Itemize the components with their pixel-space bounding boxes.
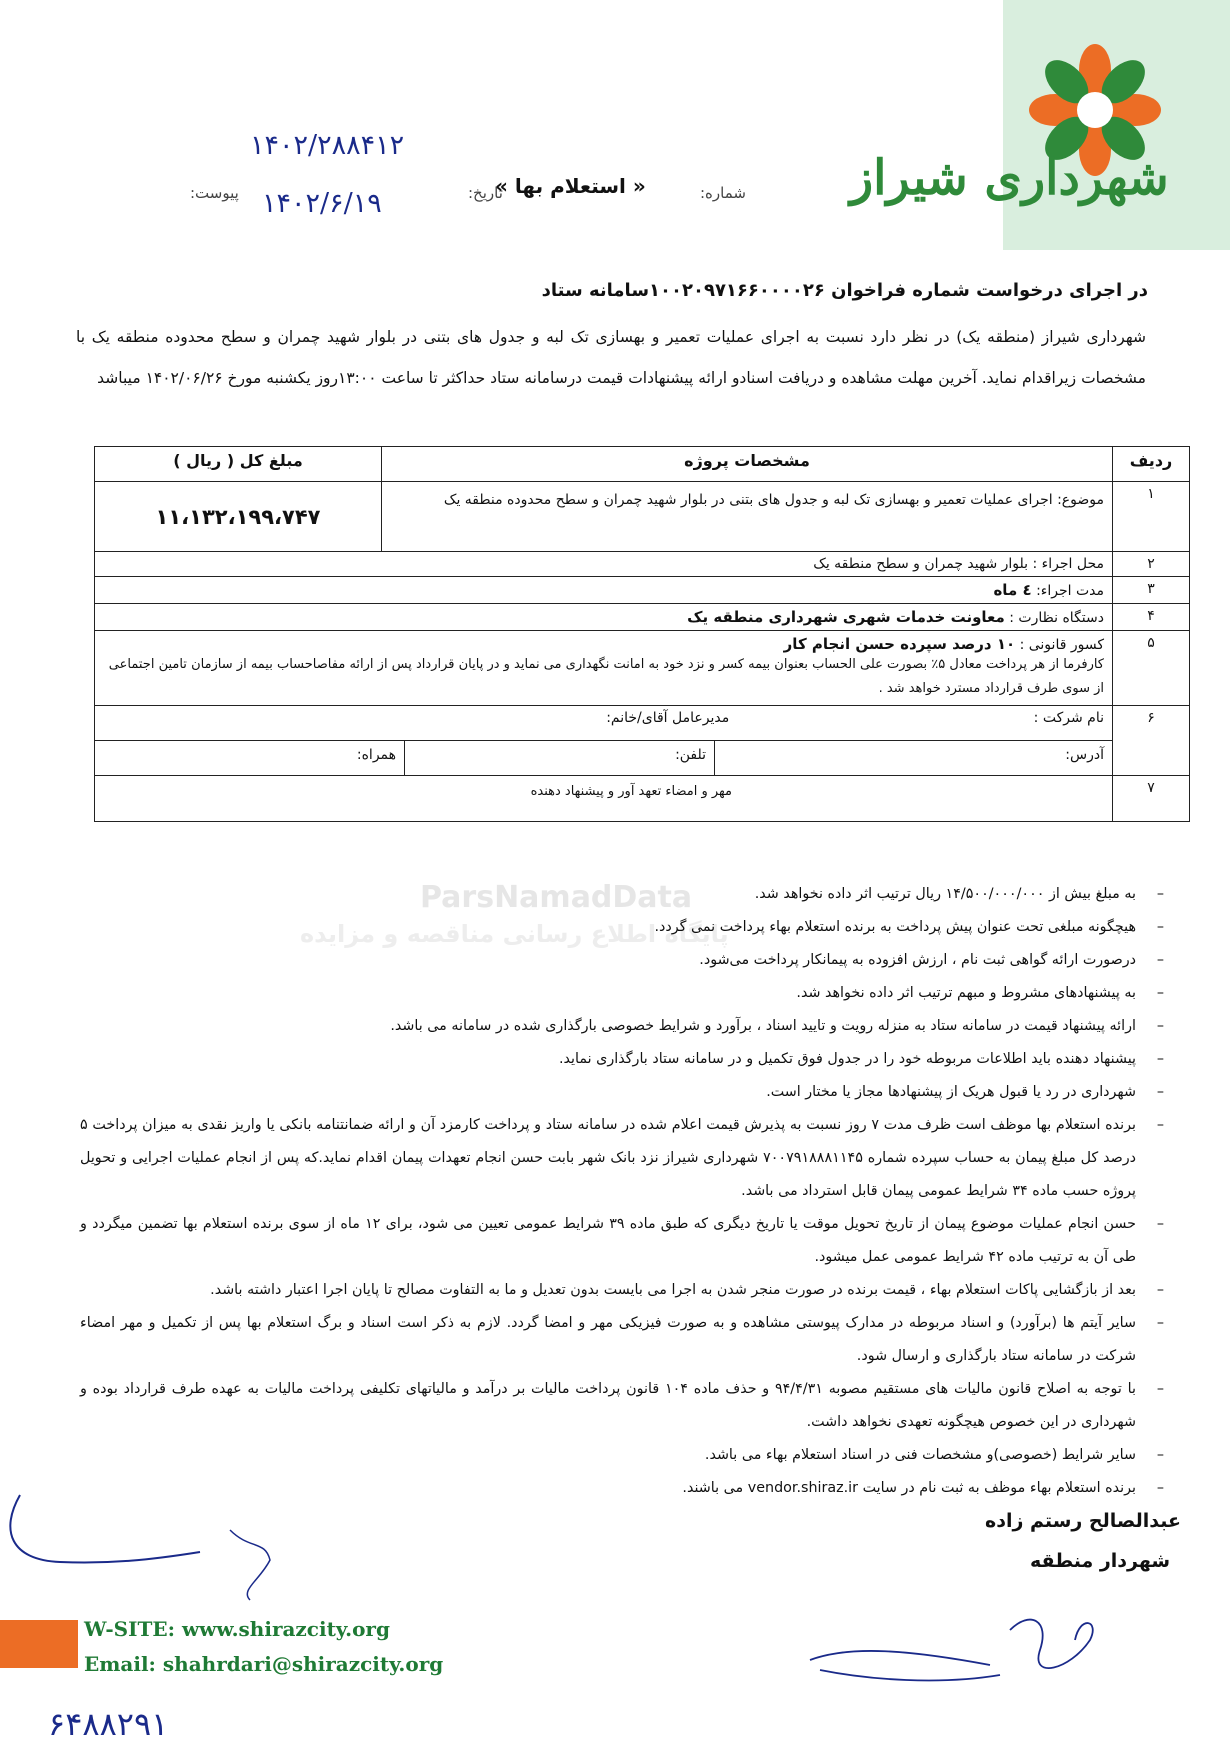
list-item: – برنده استعلام بهاء موظف به ثبت نام در سایت vendor.shiraz.ir می باشند. — [80, 1472, 1170, 1505]
row-deductions — [95, 631, 1113, 706]
row-location: محل اجراء : بلوار شهید چمران و سطح منطقه یک — [95, 552, 1113, 577]
deductions-value: ۱۰ درصد سپرده حسن انجام کار — [783, 635, 1016, 653]
table-row — [95, 631, 1190, 706]
row-number: ۳ — [1113, 577, 1190, 604]
list-item: – حسن انجام عملیات موضوع پیمان از تاریخ تحویل موقت یا تاریخ دیگری که طبق ماده ۳۹ شرایط عمومی تعیین می شود، برای ۱۲ ماه از سوی برنده استعلام بها تضمین میگردد و طی آن به ترتیب ماده ۴۲ شرایط عمومی عمل میشود. — [80, 1208, 1170, 1274]
list-item: – شهرداری در رد یا قبول هریک از پیشنهادها مجاز یا مختار است. — [80, 1076, 1170, 1109]
signatory-title: شهردار منطقه — [1030, 1550, 1171, 1572]
row-subject: موضوع: اجرای عملیات تعمیر و بهسازی تک لبه و جدول های بتنی در بلوار شهید چمران و سطح محدوده منطقه یک — [382, 482, 1113, 552]
supervision-value: معاونت خدمات شهری شهرداری منطقه یک — [687, 608, 1005, 626]
address-field: آدرس: — [714, 741, 1112, 775]
list-item: – بعد از بازگشایی پاکات استعلام بهاء ، قیمت برنده در صورت منجر شدن به اجرا می بایست بدون تعدیل و ما به التفاوت مصالح تا پایان اجرا اعتبار داشته باشد. — [80, 1274, 1170, 1307]
row-contact-fields — [95, 741, 1113, 776]
manager-label: مدیرعامل آقای/خانم: — [606, 710, 730, 726]
table-row — [95, 604, 1190, 631]
list-item: – سایر شرایط (خصوصی)و مشخصات فنی در اسناد استعلام بهاء می باشد. — [80, 1439, 1170, 1472]
header-row-number: ردیف — [1113, 447, 1190, 482]
header-spec: مشخصات پروژه — [382, 447, 1113, 482]
total-amount: ۱۱،۱۳۲،۱۹۹،۷۴۷ — [95, 482, 382, 552]
email-text: Email: shahrdari@shirazcity.org — [84, 1652, 444, 1676]
row-seal: مهر و امضاء تعهد آور و پیشنهاد دهنده — [95, 776, 1113, 822]
watermark-brand: ParsNamadData — [420, 880, 693, 915]
row-duration — [95, 577, 1113, 604]
list-item: – برنده استعلام بها موظف است ظرف مدت ۷ روز نسبت به پذیرش قیمت اعلام شده در سامانه ستاد و پرداخت کارمزد آن و ارائه ضمانتنامه بانکی یا واریز نقدی به میزان پرداخت ۵ درصد کل مبلغ پیمان به حساب سپرده شماره ۷۰۰۷۹۱۸۸۸۱۱۴۵ شهرداری شیراز نزد بانک شهر بابت حسن انجام تعهدات پیمان اقدام نماید.که پس از انجام عملیات اجرایی و تحویل پروژه حسب ماده ۳۴ شرایط عمومی پیمان قابل استرداد می باشد. — [80, 1109, 1170, 1208]
table-row — [95, 482, 1190, 552]
website-text: W-SITE: www.shirazcity.org — [84, 1617, 390, 1641]
row-number: ۷ — [1113, 776, 1190, 822]
intro-title: در اجرای درخواست شماره فراخوان ۱۰۰۲۰۹۷۱۶۶۰۰۰۰۲۶سامانه ستاد — [541, 280, 1148, 301]
list-item: – ارائه پیشنهاد قیمت در سامانه ستاد به منزله رویت و تایید اسناد ، برآورد و شرایط خصوصی بارگذاری شده در سامانه می باشد. — [80, 1010, 1170, 1043]
list-item: – هیچگونه مبلغی تحت عنوان پیش پرداخت به برنده استعلام بهاء پرداخت نمی گردد. — [80, 911, 1170, 944]
spec-table — [94, 446, 1190, 822]
mobile-field: همراه: — [356, 747, 397, 763]
supervision-label: دستگاه نظارت : — [1009, 610, 1104, 626]
signatory-name: عبدالصالح رستم زاده — [985, 1510, 1181, 1532]
letter-number: ۱۴۰۲/۲۸۸۴۱۲ — [250, 130, 405, 161]
row-number: ۵ — [1113, 631, 1190, 706]
row-company — [95, 706, 1113, 741]
row-number: ۴ — [1113, 604, 1190, 631]
table-row — [95, 577, 1190, 604]
header-amount: مبلغ کل ( ریال ) — [95, 447, 382, 482]
table-row — [95, 552, 1190, 577]
row-supervision — [95, 604, 1113, 631]
row-number: ۶ — [1113, 706, 1190, 776]
deductions-note: کارفرما از هر پرداخت معادل ۵٪ بصورت علی الحساب بعنوان بیمه کسر و نزد خود به امانت نگهداری می نماید و در پایان قرارداد پس از ارائه مفاصاحساب بیمه از سازمان تامین اجتماعی از سوی طرف قرارداد مسترد خواهد شد . — [108, 657, 1104, 696]
table-row — [95, 706, 1190, 741]
watermark-line: پایگاه اطلاع رسانی مناقصه و مزایده — [300, 920, 729, 948]
phone-field: تلفن: — [404, 741, 714, 775]
org-name: شهرداری شیراز — [850, 150, 1169, 206]
list-item: – درصورت ارائه گواهی ثبت نام ، ارزش افزوده به پیمانکار پرداخت می‌شود. — [80, 944, 1170, 977]
list-item: – با توجه به اصلاح قانون مالیات های مستقیم مصوبه ۹۴/۴/۳۱ و حذف ماده ۱۰۴ قانون پرداخت مالیات بر درآمد و مالیاتهای تکلیفی پرداخت مالیات به عهده طرف قرارداد بوده و شهرداری در این خصوص هیچگونه تعهدی نخواهد داشت. — [80, 1373, 1170, 1439]
table-row — [95, 776, 1190, 822]
duration-label: مدت اجراء: — [1036, 583, 1104, 599]
list-item: – به پیشنهادهای مشروط و مبهم ترتیب اثر داده نخواهد شد. — [80, 977, 1170, 1010]
deductions-label: کسور قانونی : — [1019, 637, 1104, 653]
signature-mark-icon — [0, 1490, 300, 1610]
table-header-row — [95, 447, 1190, 482]
company-label: نام شرکت : — [1033, 710, 1104, 726]
signature-mark-icon — [790, 1600, 1130, 1710]
letter-date: ۱۴۰۲/۶/۱۹ — [262, 188, 382, 219]
attachment-label: پیوست: — [190, 184, 239, 202]
list-item: – به مبلغ بیش از ۱۴/۵۰۰/۰۰۰/۰۰۰ ریال ترتیب اثر داده نخواهد شد. — [80, 878, 1170, 911]
intro-paragraph: شهرداری شیراز (منطقه یک) در نظر دارد نسبت به اجرای عملیات تعمیر و بهسازی تک لبه و جدول های بتنی در بلوار شهید چمران و سطح محدوده منطقه یک با مشخصات زیراقدام نماید. آخرین مهلت مشاهده و دریافت اسنادو ارائه پیشنهادات قیمت درسامانه ستاد حداکثر تا ساعت ۱۳:۰۰روز یکشنبه مورخ ۱۴۰۲/۰۶/۲۶ میباشد — [76, 328, 1146, 387]
table-row — [95, 741, 1190, 776]
duration-value: ٤ ماه — [993, 581, 1032, 599]
handwritten-code: ۶۴۸۸۲۹۱ — [48, 1705, 169, 1743]
number-label: شماره: — [700, 184, 746, 202]
doc-type-title: « استعلام بها » — [495, 174, 646, 198]
list-item: – پیشنهاد دهنده باید اطلاعات مربوطه خود را در جدول فوق تکمیل و در سامانه ستاد بارگذاری نماید. — [80, 1043, 1170, 1076]
conditions-list — [80, 878, 1170, 1505]
date-label: تاریخ: — [468, 184, 503, 202]
row-number: ۱ — [1113, 482, 1190, 552]
row-number: ۲ — [1113, 552, 1190, 577]
list-item: – سایر آیتم ها (برآورد) و اسناد مربوطه در مدارک پیوستی مشاهده و به صورت فیزیکی مهر و امضا گردد. لازم به ذکر است اسناد و برگ استعلام بها پس از تکمیل و مهر امضاء شرکت در سامانه ستاد بارگذاری و ارسال شود. — [80, 1307, 1170, 1373]
orange-corner-mark — [0, 1620, 78, 1668]
